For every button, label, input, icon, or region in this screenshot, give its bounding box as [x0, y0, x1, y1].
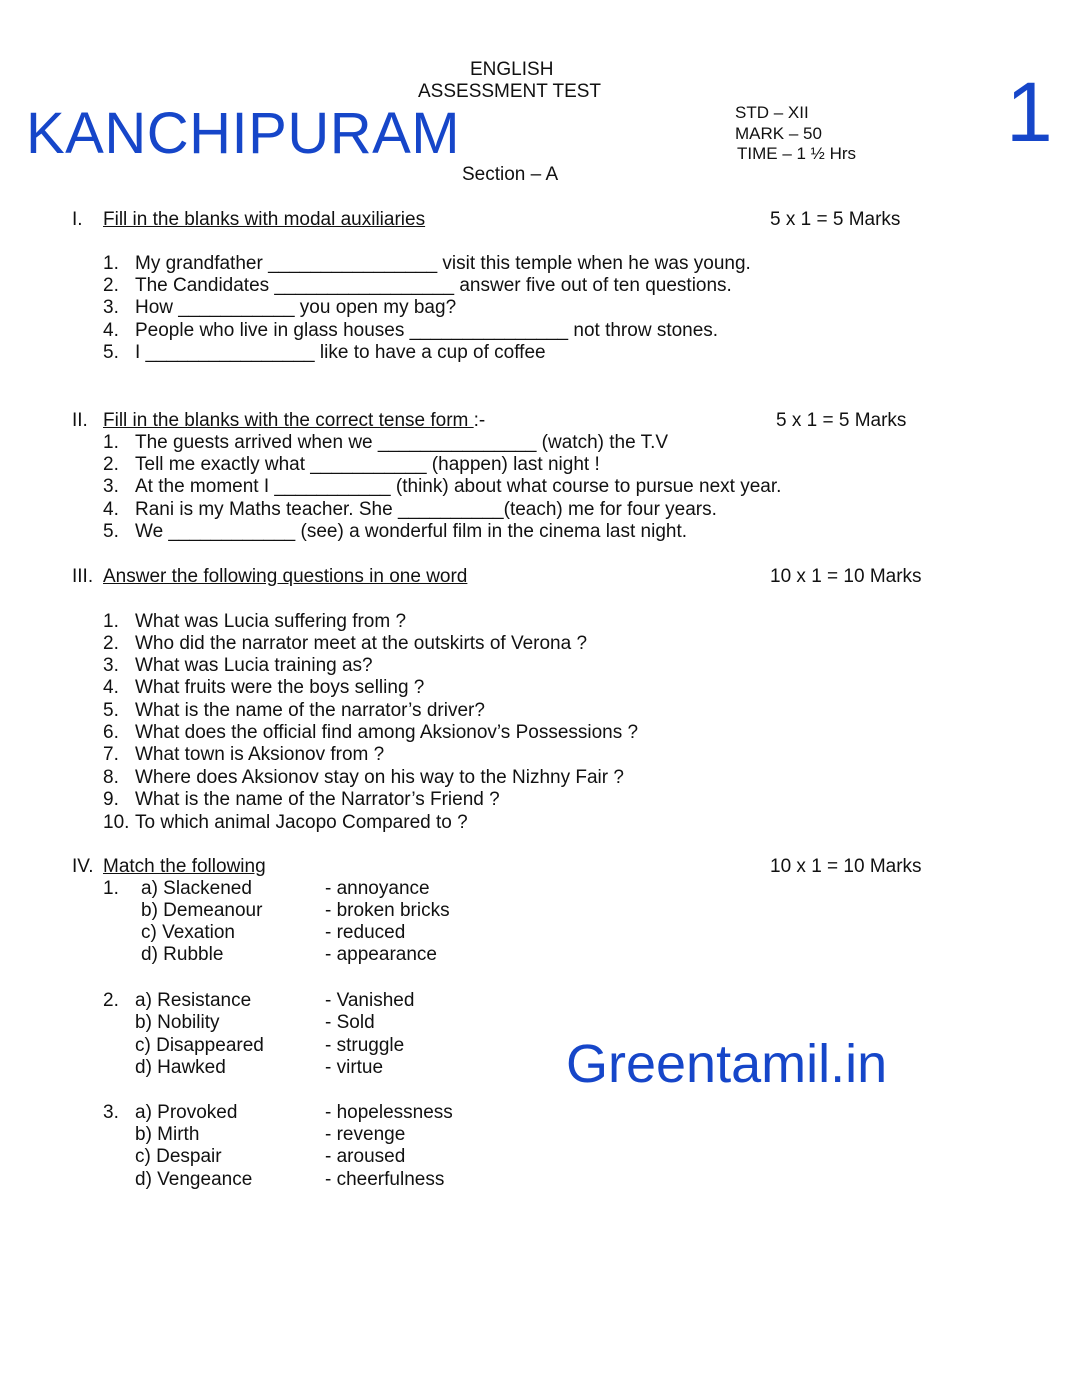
sec3-question-7: What town is Aksionov from ?: [135, 744, 385, 765]
match-term: b) Mirth: [135, 1124, 200, 1145]
match-term: b) Nobility: [135, 1012, 220, 1033]
match-meaning: - cheerfulness: [325, 1169, 445, 1190]
sec2-roman: II.: [72, 410, 88, 431]
sec3-marks: 10 x 1 = 10 Marks: [770, 566, 922, 587]
sec1-question-3: How ___________ you open my bag?: [135, 297, 457, 318]
sec3-question-8: Where does Aksionov stay on his way to the Nizhny Fair ?: [135, 767, 624, 788]
match-meaning: - virtue: [325, 1057, 384, 1078]
sec4-marks: 10 x 1 = 10 Marks: [770, 856, 922, 877]
subject-title: ENGLISH: [470, 59, 554, 80]
sec1-question-5: I ________________ like to have a cup of coffee: [135, 342, 546, 363]
match-meaning: - Vanished: [325, 990, 415, 1011]
district-logo-text: KANCHIPURAM: [26, 101, 461, 166]
sec3-num-9: 9.: [103, 789, 119, 810]
sec2-question-3: At the moment I ___________ (think) about what course to pursue next year.: [135, 476, 782, 497]
sec3-question-10: To which animal Jacopo Compared to ?: [135, 812, 468, 833]
time-label: TIME – 1 ½ Hrs: [737, 144, 857, 163]
page-number: 1: [1006, 65, 1053, 159]
sec1-question-2: The Candidates _________________ answer five out of ten questions.: [135, 275, 732, 296]
sec3-question-6: What does the official find among Aksionov’s Possessions ?: [135, 722, 639, 743]
sec3-num-10: 10.: [103, 812, 130, 833]
match-group-2-num: 2.: [103, 990, 119, 1011]
sec2-marks: 5 x 1 = 5 Marks: [776, 410, 907, 431]
sec1-num-1: 1.: [103, 253, 119, 274]
mark-label: MARK – 50: [735, 124, 822, 143]
sec1-num-4: 4.: [103, 320, 119, 341]
sec3-question-4: What fruits were the boys selling ?: [135, 677, 425, 698]
sec4-heading: Match the following: [103, 856, 266, 877]
sec3-question-9: What is the name of the Narrator’s Friend ?: [135, 789, 500, 810]
match-term: a) Provoked: [135, 1102, 238, 1123]
match-meaning: - Sold: [325, 1012, 375, 1033]
sec1-num-3: 3.: [103, 297, 119, 318]
match-term: d) Vengeance: [135, 1169, 253, 1190]
match-group-1-num: 1.: [103, 878, 119, 899]
match-meaning: - hopelessness: [325, 1102, 453, 1123]
sec3-roman: III.: [72, 566, 94, 587]
match-term: b) Demeanour: [141, 900, 263, 921]
sec3-num-5: 5.: [103, 700, 119, 721]
match-term: c) Disappeared: [135, 1035, 264, 1056]
greentamil-watermark: Greentamil.in: [566, 1034, 888, 1094]
sec2-question-1: The guests arrived when we _______________ (watch) the T.V: [135, 432, 669, 453]
sec3-num-6: 6.: [103, 722, 119, 743]
sec1-question-1: My grandfather ________________ visit this temple when he was young.: [135, 253, 751, 274]
sec1-num-2: 2.: [103, 275, 119, 296]
match-term: d) Rubble: [141, 944, 224, 965]
sec1-roman: I.: [72, 209, 83, 230]
match-term: a) Resistance: [135, 990, 252, 1011]
sec2-question-2: Tell me exactly what ___________ (happen) last night !: [135, 454, 600, 475]
match-term: c) Despair: [135, 1146, 222, 1167]
match-meaning: - annoyance: [325, 878, 430, 899]
sec3-num-8: 8.: [103, 767, 119, 788]
sec1-marks: 5 x 1 = 5 Marks: [770, 209, 901, 230]
match-group-3-num: 3.: [103, 1102, 119, 1123]
match-meaning: - broken bricks: [325, 900, 450, 921]
sec1-question-4: People who live in glass houses _______________ not throw stones.: [135, 320, 719, 341]
match-meaning: - struggle: [325, 1035, 405, 1056]
sec3-num-4: 4.: [103, 677, 119, 698]
sec2-heading-suffix: :-: [473, 410, 486, 431]
sec3-question-2: Who did the narrator meet at the outskirts of Verona ?: [135, 633, 588, 654]
match-meaning: - aroused: [325, 1146, 406, 1167]
match-meaning: - reduced: [325, 922, 406, 943]
sec2-num-4: 4.: [103, 499, 119, 520]
sec1-num-5: 5.: [103, 342, 119, 363]
match-meaning: - revenge: [325, 1124, 406, 1145]
std-label: STD – XII: [735, 103, 809, 122]
test-title: ASSESSMENT TEST: [418, 81, 602, 102]
sec3-num-2: 2.: [103, 633, 119, 654]
sec2-num-2: 2.: [103, 454, 119, 475]
sec3-question-1: What was Lucia suffering from ?: [135, 611, 407, 632]
sec3-num-7: 7.: [103, 744, 119, 765]
sec2-question-4: Rani is my Maths teacher. She __________(teach) me for four years.: [135, 499, 717, 520]
sec2-heading-text: Fill in the blanks with the correct tense form: [103, 410, 474, 431]
match-term: d) Hawked: [135, 1057, 226, 1078]
sec3-question-5: What is the name of the narrator’s driver?: [135, 700, 485, 721]
sec4-roman: IV.: [72, 856, 94, 877]
sec3-num-3: 3.: [103, 655, 119, 676]
sec1-heading: Fill in the blanks with modal auxiliaries: [103, 209, 426, 230]
match-term: c) Vexation: [141, 922, 235, 943]
sec3-heading: Answer the following questions in one word: [103, 566, 468, 587]
sec2-num-5: 5.: [103, 521, 119, 542]
sec2-question-5: We ____________ (see) a wonderful film in the cinema last night.: [135, 521, 688, 542]
sec3-num-1: 1.: [103, 611, 119, 632]
section-title: Section – A: [462, 164, 559, 185]
match-term: a) Slackened: [141, 878, 252, 899]
sec2-num-3: 3.: [103, 476, 119, 497]
sec3-question-3: What was Lucia training as?: [135, 655, 373, 676]
match-meaning: - appearance: [325, 944, 437, 965]
sec2-heading: [103, 410, 485, 432]
sec2-num-1: 1.: [103, 432, 119, 453]
